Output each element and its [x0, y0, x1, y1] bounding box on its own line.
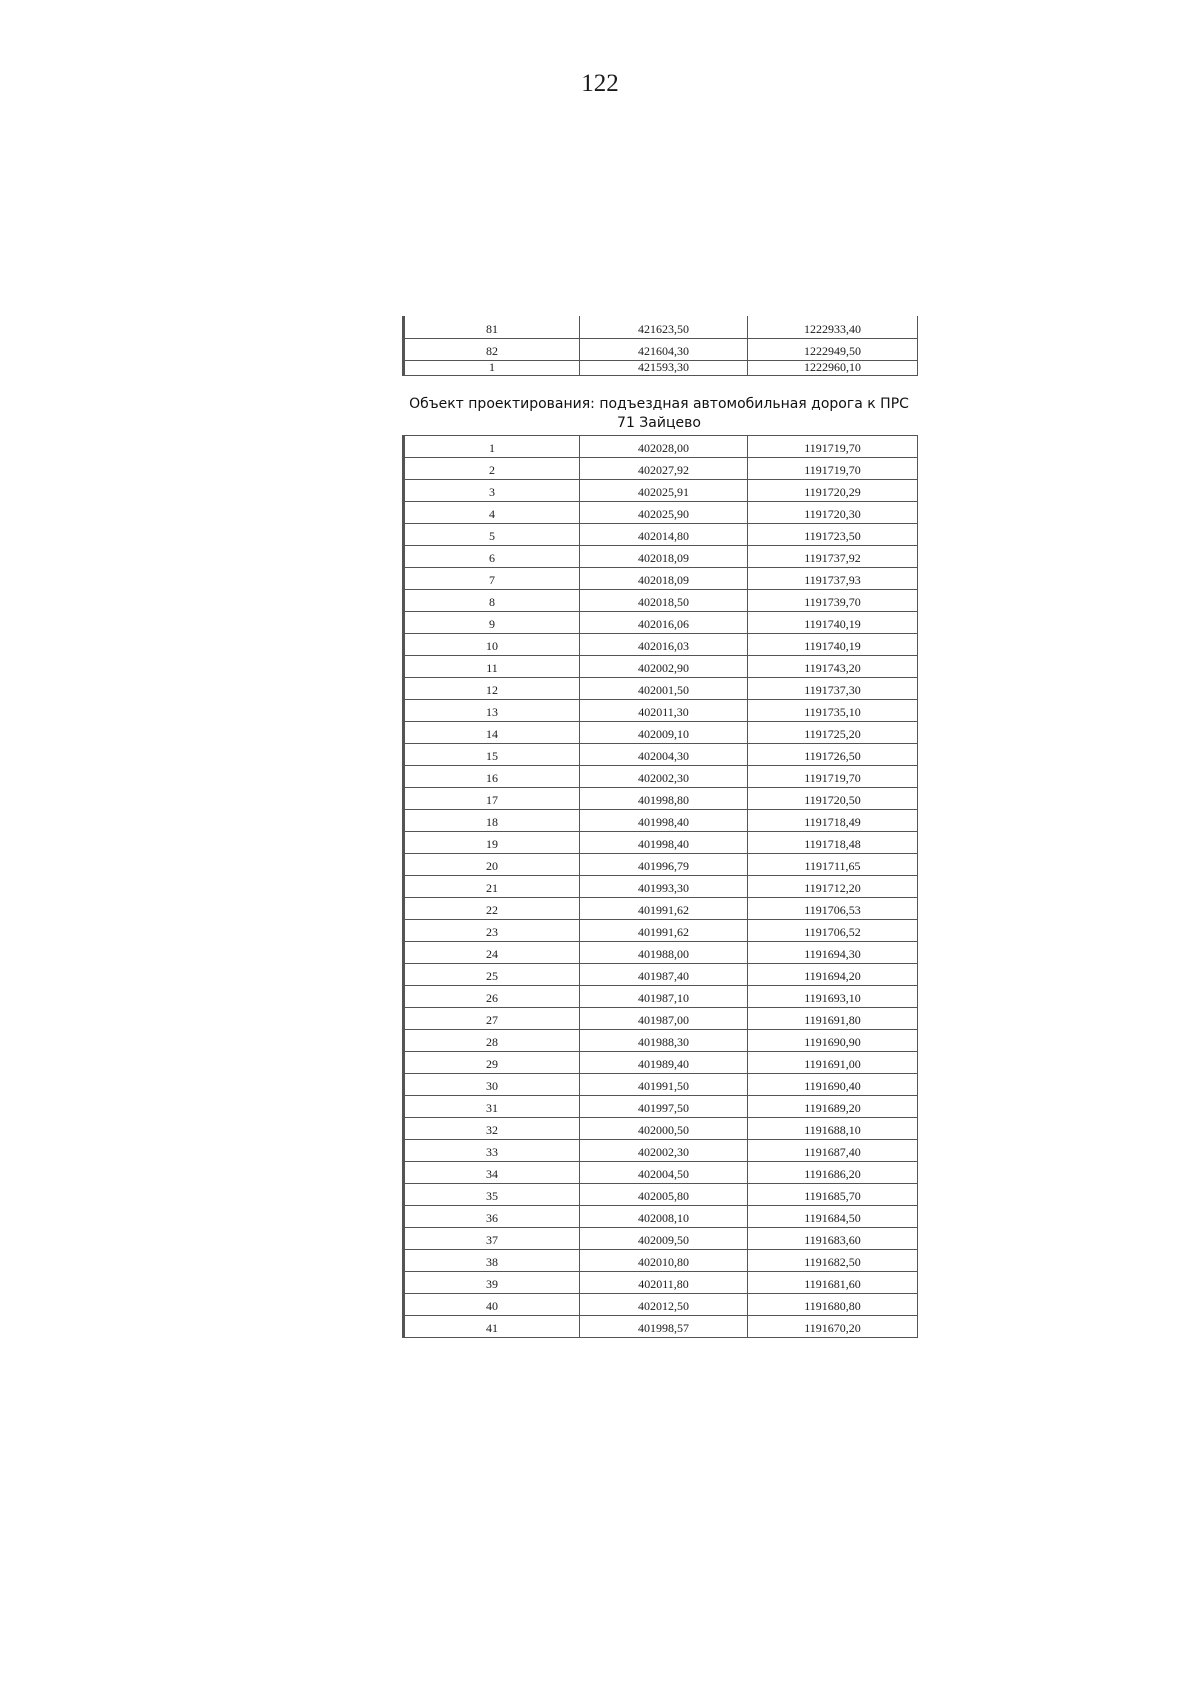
x-coordinate-cell: 401987,10 [580, 986, 748, 1008]
point-number-cell: 22 [404, 898, 580, 920]
table-row [404, 612, 918, 634]
point-number-cell: 81 [404, 316, 580, 338]
table-row [404, 1228, 918, 1250]
table-row [404, 502, 918, 524]
point-number-cell: 28 [404, 1030, 580, 1052]
y-coordinate-cell: 1191719,70 [748, 766, 918, 788]
x-coordinate-cell: 401989,40 [580, 1052, 748, 1074]
y-coordinate-cell: 1191739,70 [748, 590, 918, 612]
table-row [404, 1294, 918, 1316]
point-number-cell: 3 [404, 480, 580, 502]
x-coordinate-cell: 401987,40 [580, 964, 748, 986]
table-row [404, 964, 918, 986]
table-row [404, 920, 918, 942]
table-row [404, 436, 918, 458]
x-coordinate-cell: 421604,30 [580, 338, 748, 360]
table-row [404, 942, 918, 964]
point-number-cell: 32 [404, 1118, 580, 1140]
point-number-cell: 21 [404, 876, 580, 898]
point-number-cell: 39 [404, 1272, 580, 1294]
point-number-cell: 18 [404, 810, 580, 832]
y-coordinate-cell: 1191719,70 [748, 458, 918, 480]
table-row [404, 338, 918, 360]
x-coordinate-cell: 402002,30 [580, 766, 748, 788]
y-coordinate-cell: 1191712,20 [748, 876, 918, 898]
table-row [404, 1140, 918, 1162]
point-number-cell: 33 [404, 1140, 580, 1162]
table-row [404, 480, 918, 502]
x-coordinate-cell: 401998,57 [580, 1316, 748, 1338]
point-number-cell: 37 [404, 1228, 580, 1250]
point-number-cell: 82 [404, 338, 580, 360]
y-coordinate-cell: 1191685,70 [748, 1184, 918, 1206]
table-row [404, 524, 918, 546]
table-row [404, 316, 918, 338]
y-coordinate-cell: 1191680,80 [748, 1294, 918, 1316]
y-coordinate-cell: 1191743,20 [748, 656, 918, 678]
table-row [404, 590, 918, 612]
y-coordinate-cell: 1191726,50 [748, 744, 918, 766]
y-coordinate-cell: 1191720,29 [748, 480, 918, 502]
y-coordinate-cell: 1191706,53 [748, 898, 918, 920]
x-coordinate-cell: 401991,50 [580, 1074, 748, 1096]
coordinates-table [402, 435, 918, 1338]
point-number-cell: 27 [404, 1008, 580, 1030]
table-row [404, 656, 918, 678]
y-coordinate-cell: 1191740,19 [748, 612, 918, 634]
point-number-cell: 36 [404, 1206, 580, 1228]
point-number-cell: 40 [404, 1294, 580, 1316]
y-coordinate-cell: 1191737,30 [748, 678, 918, 700]
y-coordinate-cell: 1222933,40 [748, 316, 918, 338]
y-coordinate-cell: 1222960,10 [748, 360, 918, 375]
section-title-line-2: 71 Зайцево [617, 415, 701, 431]
x-coordinate-cell: 401996,79 [580, 854, 748, 876]
table-row [404, 1030, 918, 1052]
table-row [404, 458, 918, 480]
x-coordinate-cell: 401998,80 [580, 788, 748, 810]
table-row [404, 1074, 918, 1096]
y-coordinate-cell: 1191684,50 [748, 1206, 918, 1228]
table-row [404, 1052, 918, 1074]
point-number-cell: 12 [404, 678, 580, 700]
x-coordinate-cell: 402018,09 [580, 546, 748, 568]
x-coordinate-cell: 401998,40 [580, 832, 748, 854]
y-coordinate-cell: 1191689,20 [748, 1096, 918, 1118]
table-row [404, 634, 918, 656]
x-coordinate-cell: 421593,30 [580, 360, 748, 375]
coordinates-table-continuation [402, 316, 918, 376]
y-coordinate-cell: 1191706,52 [748, 920, 918, 942]
x-coordinate-cell: 402002,30 [580, 1140, 748, 1162]
x-coordinate-cell: 402002,90 [580, 656, 748, 678]
table-row [404, 1184, 918, 1206]
y-coordinate-cell: 1191737,92 [748, 546, 918, 568]
point-number-cell: 11 [404, 656, 580, 678]
y-coordinate-cell: 1191690,90 [748, 1030, 918, 1052]
point-number-cell: 24 [404, 942, 580, 964]
section-title-line-1: Объект проектирования: подъездная автомобильная дорога к ПРС [409, 396, 909, 412]
point-number-cell: 20 [404, 854, 580, 876]
point-number-cell: 6 [404, 546, 580, 568]
x-coordinate-cell: 401993,30 [580, 876, 748, 898]
table-row [404, 722, 918, 744]
point-number-cell: 17 [404, 788, 580, 810]
x-coordinate-cell: 402016,03 [580, 634, 748, 656]
x-coordinate-cell: 401988,00 [580, 942, 748, 964]
point-number-cell: 5 [404, 524, 580, 546]
page-number: 122 [581, 70, 619, 97]
point-number-cell: 31 [404, 1096, 580, 1118]
table-row [404, 360, 918, 375]
table-row [404, 678, 918, 700]
y-coordinate-cell: 1191718,49 [748, 810, 918, 832]
point-number-cell: 29 [404, 1052, 580, 1074]
x-coordinate-cell: 402028,00 [580, 436, 748, 458]
table-row [404, 810, 918, 832]
point-number-cell: 1 [404, 436, 580, 458]
point-number-cell: 30 [404, 1074, 580, 1096]
point-number-cell: 23 [404, 920, 580, 942]
y-coordinate-cell: 1191719,70 [748, 436, 918, 458]
x-coordinate-cell: 402001,50 [580, 678, 748, 700]
y-coordinate-cell: 1191691,80 [748, 1008, 918, 1030]
table-row [404, 1250, 918, 1272]
x-coordinate-cell: 421623,50 [580, 316, 748, 338]
y-coordinate-cell: 1191670,20 [748, 1316, 918, 1338]
point-number-cell: 41 [404, 1316, 580, 1338]
y-coordinate-cell: 1191691,00 [748, 1052, 918, 1074]
y-coordinate-cell: 1191694,30 [748, 942, 918, 964]
table-row [404, 876, 918, 898]
point-number-cell: 26 [404, 986, 580, 1008]
y-coordinate-cell: 1191690,40 [748, 1074, 918, 1096]
x-coordinate-cell: 402012,50 [580, 1294, 748, 1316]
point-number-cell: 7 [404, 568, 580, 590]
y-coordinate-cell: 1191723,50 [748, 524, 918, 546]
point-number-cell: 4 [404, 502, 580, 524]
x-coordinate-cell: 401997,50 [580, 1096, 748, 1118]
x-coordinate-cell: 402005,80 [580, 1184, 748, 1206]
x-coordinate-cell: 402011,80 [580, 1272, 748, 1294]
table-row [404, 1008, 918, 1030]
y-coordinate-cell: 1191720,30 [748, 502, 918, 524]
table-row [404, 1096, 918, 1118]
point-number-cell: 19 [404, 832, 580, 854]
table-row [404, 788, 918, 810]
table-row [404, 1206, 918, 1228]
y-coordinate-cell: 1191737,93 [748, 568, 918, 590]
point-number-cell: 25 [404, 964, 580, 986]
table-row [404, 766, 918, 788]
x-coordinate-cell: 402018,09 [580, 568, 748, 590]
section-title [402, 395, 916, 433]
point-number-cell: 1 [404, 360, 580, 375]
x-coordinate-cell: 402010,80 [580, 1250, 748, 1272]
point-number-cell: 14 [404, 722, 580, 744]
y-coordinate-cell: 1191693,10 [748, 986, 918, 1008]
x-coordinate-cell: 402027,92 [580, 458, 748, 480]
point-number-cell: 34 [404, 1162, 580, 1184]
x-coordinate-cell: 401991,62 [580, 920, 748, 942]
x-coordinate-cell: 401998,40 [580, 810, 748, 832]
table-row [404, 1162, 918, 1184]
x-coordinate-cell: 401991,62 [580, 898, 748, 920]
y-coordinate-cell: 1191687,40 [748, 1140, 918, 1162]
table-row [404, 854, 918, 876]
x-coordinate-cell: 402025,91 [580, 480, 748, 502]
point-number-cell: 9 [404, 612, 580, 634]
point-number-cell: 13 [404, 700, 580, 722]
x-coordinate-cell: 402011,30 [580, 700, 748, 722]
y-coordinate-cell: 1191725,20 [748, 722, 918, 744]
y-coordinate-cell: 1191688,10 [748, 1118, 918, 1140]
y-coordinate-cell: 1191711,65 [748, 854, 918, 876]
point-number-cell: 35 [404, 1184, 580, 1206]
point-number-cell: 38 [404, 1250, 580, 1272]
y-coordinate-cell: 1191683,60 [748, 1228, 918, 1250]
table-row [404, 568, 918, 590]
y-coordinate-cell: 1191740,19 [748, 634, 918, 656]
x-coordinate-cell: 402018,50 [580, 590, 748, 612]
y-coordinate-cell: 1191720,50 [748, 788, 918, 810]
table-row [404, 700, 918, 722]
table-row [404, 744, 918, 766]
table-row [404, 1316, 918, 1338]
table-row [404, 1118, 918, 1140]
x-coordinate-cell: 402025,90 [580, 502, 748, 524]
y-coordinate-cell: 1191694,20 [748, 964, 918, 986]
x-coordinate-cell: 402009,10 [580, 722, 748, 744]
x-coordinate-cell: 402009,50 [580, 1228, 748, 1250]
x-coordinate-cell: 402000,50 [580, 1118, 748, 1140]
x-coordinate-cell: 401987,00 [580, 1008, 748, 1030]
y-coordinate-cell: 1222949,50 [748, 338, 918, 360]
point-number-cell: 10 [404, 634, 580, 656]
point-number-cell: 16 [404, 766, 580, 788]
x-coordinate-cell: 401988,30 [580, 1030, 748, 1052]
point-number-cell: 15 [404, 744, 580, 766]
y-coordinate-cell: 1191718,48 [748, 832, 918, 854]
table-row [404, 832, 918, 854]
y-coordinate-cell: 1191681,60 [748, 1272, 918, 1294]
table-row [404, 986, 918, 1008]
point-number-cell: 8 [404, 590, 580, 612]
table-row [404, 546, 918, 568]
x-coordinate-cell: 402008,10 [580, 1206, 748, 1228]
y-coordinate-cell: 1191682,50 [748, 1250, 918, 1272]
x-coordinate-cell: 402004,50 [580, 1162, 748, 1184]
y-coordinate-cell: 1191686,20 [748, 1162, 918, 1184]
point-number-cell: 2 [404, 458, 580, 480]
x-coordinate-cell: 402016,06 [580, 612, 748, 634]
y-coordinate-cell: 1191735,10 [748, 700, 918, 722]
x-coordinate-cell: 402014,80 [580, 524, 748, 546]
table-row [404, 1272, 918, 1294]
x-coordinate-cell: 402004,30 [580, 744, 748, 766]
table-row [404, 898, 918, 920]
